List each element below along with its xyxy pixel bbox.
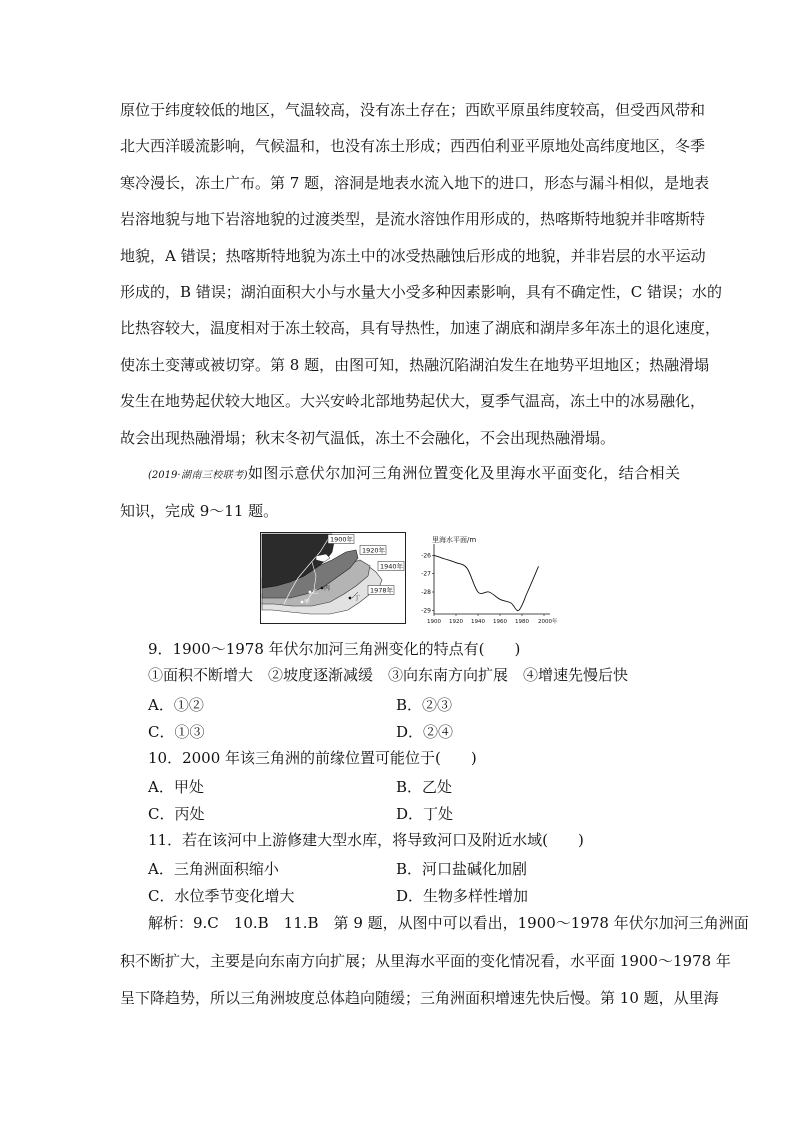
intro-line-2: 知识，完成 9～11 题。 — [120, 502, 279, 520]
sea-level-chart — [412, 532, 568, 628]
chart-title: 里海水平面/m — [432, 536, 477, 544]
top-paragraph — [120, 92, 723, 456]
paragraph-line: 比热容较大，温度相对于冻土较高，具有导热性，加速了湖底和湖岸多年冻土的退化速度， — [120, 319, 721, 338]
solution-paragraph — [120, 905, 749, 1018]
option-9c[interactable]: C．①③ — [148, 723, 205, 741]
x-tick-label: 1900 — [427, 619, 441, 625]
point-jia — [301, 601, 304, 604]
option-9a[interactable]: A．①② — [148, 696, 204, 714]
x-tick-label: 1960 — [493, 619, 507, 625]
point-yi — [309, 591, 312, 594]
series-line — [434, 555, 539, 610]
solution-line: 解析：9.C 10.B 11.B 第 9 题，从图中可以看出，1900～1978 年伏尔加河三角洲面 — [148, 914, 749, 932]
point-ding — [349, 597, 352, 600]
source-tag: (2019·湖南三校联考) — [148, 470, 248, 481]
paragraph-line: 北大西洋暖流影响，气候温和，也没有冻土形成；西西伯利亚平原地处高纬度地区，冬季 — [120, 137, 706, 156]
question-10-stem: 10．2000 年该三角洲的前缘位置可能位于( ) — [148, 749, 477, 767]
option-11b[interactable]: B．河口盐碱化加剧 — [396, 860, 528, 878]
question-9-items: ①面积不断增大 ②坡度逐渐减缓 ③向东南方向扩展 ④增速先慢后快 — [148, 666, 629, 684]
question-intro — [120, 454, 680, 530]
option-11d[interactable]: D．生物多样性增加 — [396, 887, 529, 905]
x-tick-label: 2000年 — [538, 619, 558, 625]
delta-map — [260, 532, 406, 624]
y-tick-label: -28 — [421, 589, 431, 596]
x-tick-label: 1980 — [515, 619, 529, 625]
option-11c[interactable]: C．水位季节变化增大 — [148, 887, 295, 905]
paragraph-line: 岩溶地貌与地下岩溶地貌的过渡类型，是流水溶蚀作用形成的，热喀斯特地貌并非喀斯特 — [120, 210, 706, 229]
option-11a[interactable]: A．三角洲面积缩小 — [148, 860, 279, 878]
label-1940: 1940年 — [380, 562, 404, 571]
question-9-stem: 9．1900～1978 年伏尔加河三角洲变化的特点有( ) — [148, 640, 521, 658]
y-tick-label: -27 — [421, 570, 431, 578]
point-bing — [321, 587, 324, 590]
paragraph-line: 故会出现热融滑塌；秋末冬初气温低，冻土不会融化，不会出现热融滑塌。 — [120, 428, 616, 447]
y-tick-label: -29 — [421, 607, 431, 615]
option-10a[interactable]: A．甲处 — [148, 778, 204, 796]
y-tick-label: -26 — [421, 552, 431, 560]
option-10c[interactable]: C．丙处 — [148, 805, 205, 823]
label-ding: 丁 — [354, 595, 361, 602]
option-9b[interactable]: B．②③ — [396, 696, 453, 714]
label-bing: 丙 — [324, 585, 331, 592]
paragraph-line: 地貌，A 错误；热喀斯特地貌为冻土中的冰受热融蚀后形成的地貌，并非岩层的水平运动 — [120, 246, 706, 265]
option-10d[interactable]: D．丁处 — [396, 805, 454, 823]
figure — [260, 532, 566, 628]
label-1900: 1900年 — [330, 535, 354, 544]
paragraph-line: 寒冷漫长，冻土广布。第 7 题，溶洞是地表水流入地下的进口，形态与漏斗相似，是地表 — [120, 173, 710, 192]
x-tick-label: 1940 — [471, 619, 485, 625]
paragraph-line: 使冻土变薄或被切穿。第 8 题，由图可知，热融沉陷湖泊发生在地势平坦地区；热融滑塌 — [120, 355, 710, 374]
paragraph-line: 发生在地势起伏较大地区。大兴安岭北部地势起伏大，夏季气温高，冻土中的冰易融化， — [120, 392, 706, 411]
solution-line: 呈下降趋势，所以三角洲坡度总体趋向随缓；三角洲面积增速先快后慢。第 10 题，从里海 — [120, 989, 719, 1008]
question-11-stem: 11．若在该河中上游修建大型水库，将导致河口及附近水域( ) — [148, 831, 584, 849]
option-10b[interactable]: B．乙处 — [396, 778, 453, 796]
label-1978: 1978年 — [370, 586, 394, 595]
paragraph-line: 原位于纬度较低的地区，气温较高，没有冻土存在；西欧平原虽纬度较高，但受西风带和 — [120, 101, 706, 119]
option-9d[interactable]: D．②④ — [396, 723, 454, 741]
label-yi: 乙 — [312, 589, 319, 596]
solution-line: 积不断扩大，主要是向东南方向扩展；从里海水平面的变化情况看，水平面 1900～1978 年 — [120, 951, 731, 970]
paragraph-line: 形成的，B 错误；湖泊面积大小与水量大小受多种因素影响，具有不确定性，C 错误；水的 — [120, 282, 723, 301]
x-tick-label: 1920 — [449, 619, 463, 625]
label-1920: 1920年 — [362, 546, 386, 555]
label-jia: 甲 — [304, 599, 311, 606]
intro-line-1: (2019·湖南三校联考)如图示意伏尔加河三角洲位置变化及里海水平面变化，结合相关 — [148, 464, 680, 482]
